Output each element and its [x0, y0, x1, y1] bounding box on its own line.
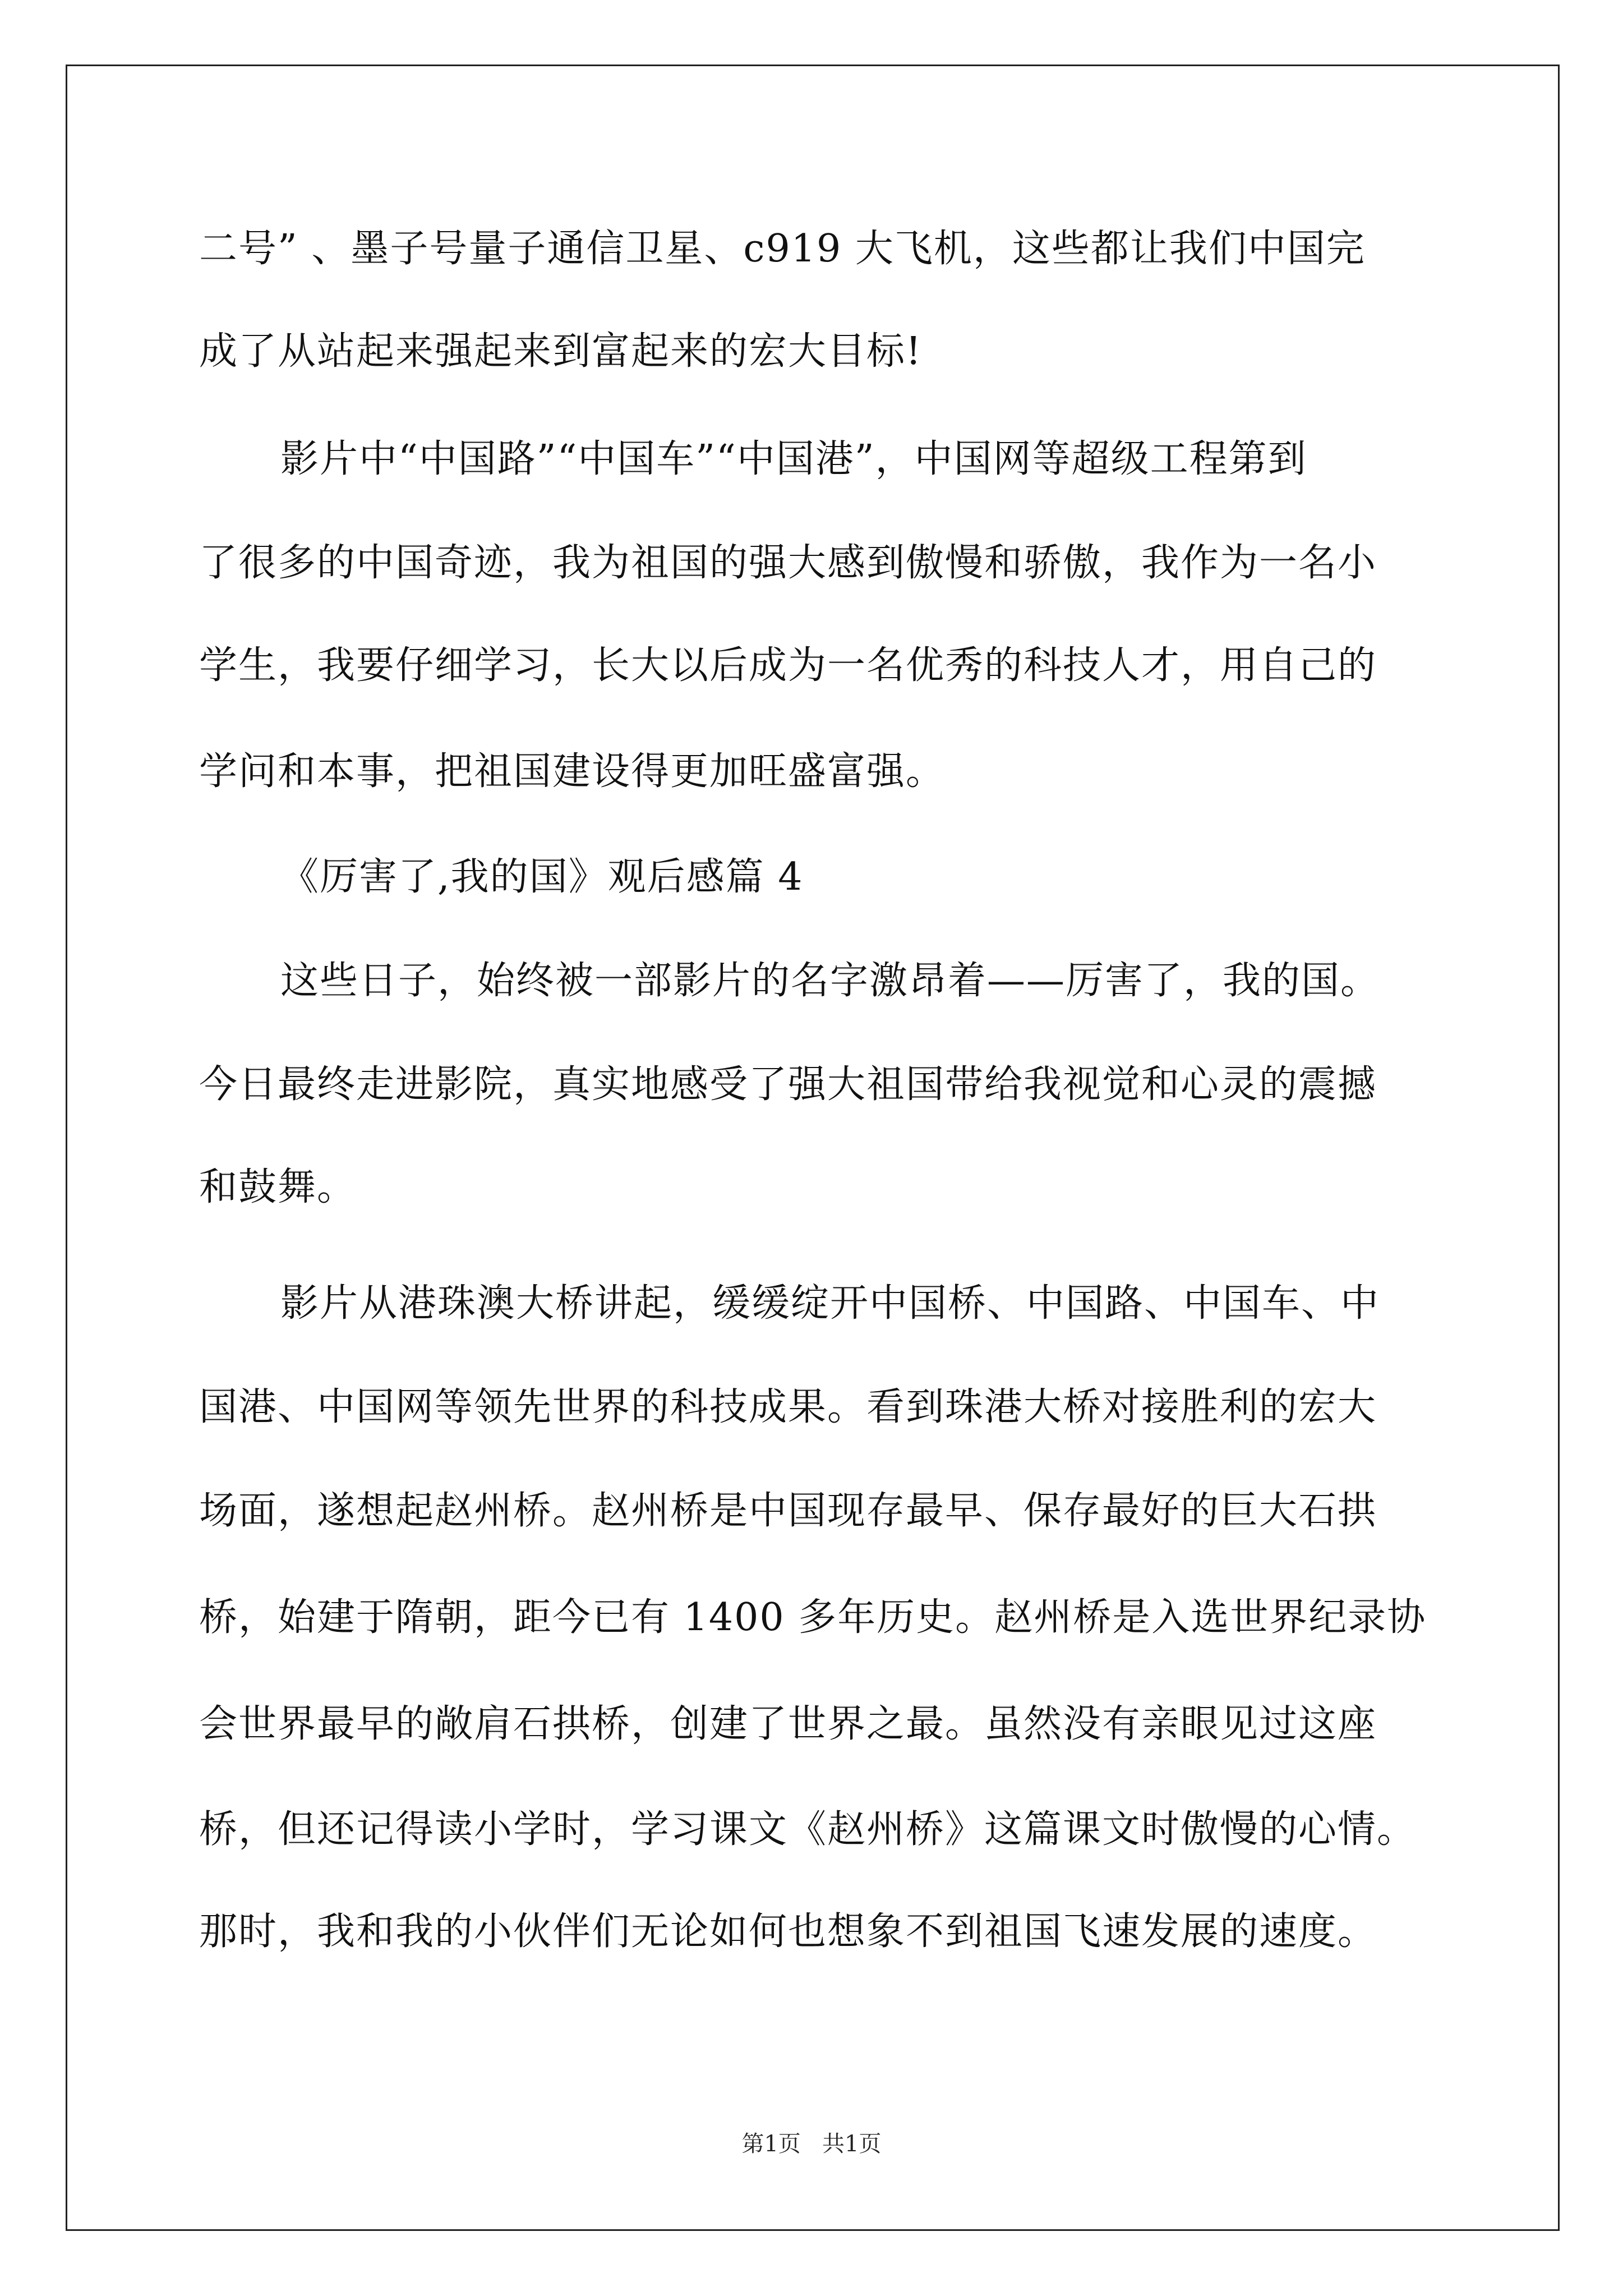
body-line-1: 二号” 、墨子号量子通信卫星、c919 大飞机，这些都让我们中国完	[199, 227, 1366, 271]
section-heading: 《厉害了,我的国》观后感篇 4	[280, 855, 804, 899]
body-line-17: 那时，我和我的小伙伴们无论如何也想象不到祖国飞速发展的速度。	[199, 1910, 1377, 1954]
page-footer: 第1页 共1页	[741, 2131, 882, 2157]
body-line-14: 桥，始建于隋朝，距今已有 1400 多年历史。赵州桥是入选世界纪录协	[199, 1595, 1427, 1640]
page-border	[66, 65, 1560, 2231]
body-line-8: 这些日子，始终被一部影片的名字激昂着——厉害了，我的国。	[280, 959, 1380, 1003]
body-line-5: 学生，我要仔细学习，长大以后成为一名优秀的科技人才，用自己的	[199, 643, 1377, 688]
body-line-10: 和鼓舞。	[199, 1165, 357, 1209]
body-line-4: 了很多的中国奇迹，我为祖国的强大感到傲慢和骄傲，我作为一名小	[199, 541, 1377, 585]
body-line-13: 场面，遂想起赵州桥。赵州桥是中国现存最早、保存最好的巨大石拱	[199, 1489, 1377, 1533]
body-line-6: 学问和本事，把祖国建设得更加旺盛富强。	[199, 749, 946, 794]
body-line-2: 成了从站起来强起来到富起来的宏大目标!	[199, 329, 923, 374]
body-line-3: 影片中“中国路”“中国车”“中国港”，中国网等超级工程第到	[280, 437, 1307, 481]
body-line-15: 会世界最早的敞肩石拱桥，创建了世界之最。虽然没有亲眼见过这座	[199, 1702, 1377, 1746]
body-line-11: 影片从港珠澳大桥讲起，缓缓绽开中国桥、中国路、中国车、中	[280, 1281, 1380, 1326]
body-line-16: 桥，但还记得读小学时，学习课文《赵州桥》这篇课文时傲慢的心情。	[199, 1807, 1417, 1852]
body-line-12: 国港、中国网等领先世界的科技成果。看到珠港大桥对接胜利的宏大	[199, 1385, 1377, 1429]
body-line-9: 今日最终走进影院，真实地感受了强大祖国带给我视觉和心灵的震撼	[199, 1062, 1377, 1107]
